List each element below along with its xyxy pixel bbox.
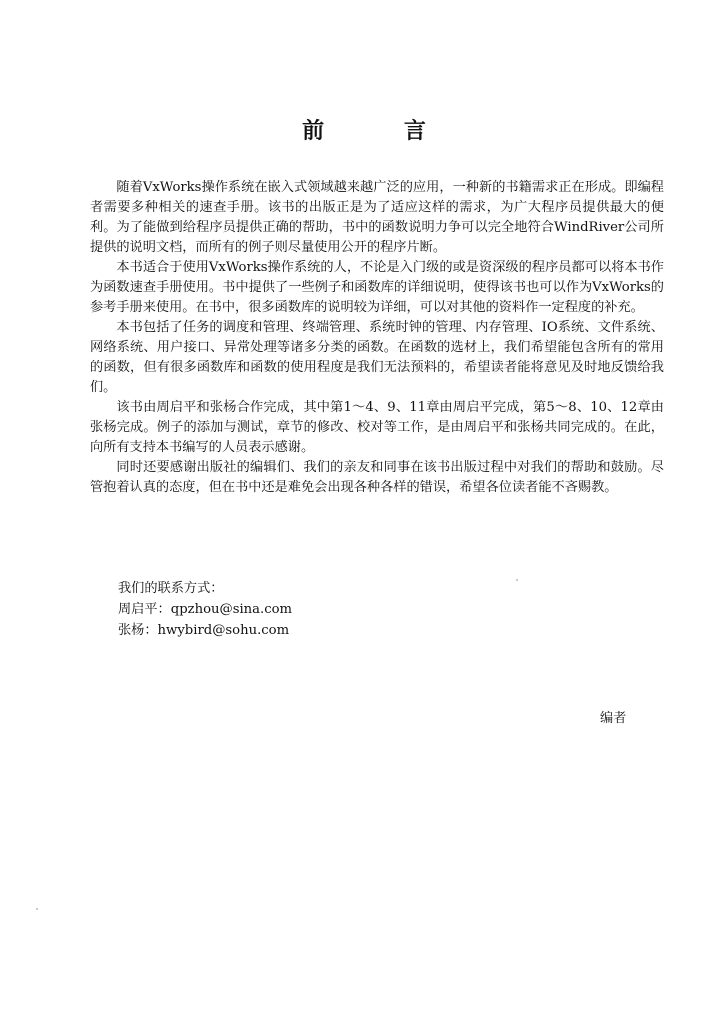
signature: 编者 — [600, 711, 627, 726]
paragraph-intro: 随着VxWorks操作系统在嵌入式领域越来越广泛的应用，一种新的书籍需求正在形成。即编程者需要多种相关的速查手册。该书的出版正是为了适应这样的需求，为广大程序员提供最大的便利。为了能做到给程序员提供正确的帮助，书中的函数说明力争可以完全地符合WindRiver公司所提供的说明文档，而所有的例子则尽量使用公开的程序片断。 — [90, 180, 664, 255]
contact-line-zhang: 张杨：hwybird@sohu.com — [118, 623, 290, 638]
contact-line-zhou: 周启平：qpzhou@sina.com — [118, 602, 293, 617]
paragraph-thanks: 同时还要感谢出版社的编辑们、我们的亲友和同事在该书出版过程中对我们的帮助和鼓励。尽管抱着认真的态度，但在书中还是难免会出现各种各样的错误，希望各位读者能不吝赐教。 — [90, 460, 664, 495]
preface-body — [90, 178, 664, 498]
contact-info — [118, 578, 292, 641]
paragraph-contents: 本书包括了任务的调度和管理、终端管理、系统时钟的管理、内存管理、IO系统、文件系统、网络系统、用户接口、异常处理等诸多分类的函数。在函数的选材上，我们希望能包含所有的常用的函数，但有很多函数库和函数的使用程度是我们无法预料的，希望读者能将意见及时地反馈给我们。 — [90, 320, 664, 395]
scan-speck — [36, 908, 38, 910]
page-title: 前 言 — [302, 119, 462, 144]
contact-heading: 我们的联系方式： — [118, 581, 224, 596]
paragraph-authors: 该书由周启平和张杨合作完成，其中第1～4、9、11章由周启平完成，第5～8、10、12章由张杨完成。例子的添加与测试，章节的修改、校对等工作，是由周启平和张杨共同完成的。在此，向所有支持本书编写的人员表示感谢。 — [90, 400, 664, 455]
scan-speck — [516, 579, 518, 581]
paragraph-audience: 本书适合于使用VxWorks操作系统的人，不论是入门级的或是资深级的程序员都可以将本书作为函数速查手册使用。书中提供了一些例子和函数库的详细说明，使得该书也可以作为VxWorks的参考手册来使用。在书中，很多函数库的说明较为详细，可以对其他的资料作一定程度的补充。 — [90, 260, 664, 315]
